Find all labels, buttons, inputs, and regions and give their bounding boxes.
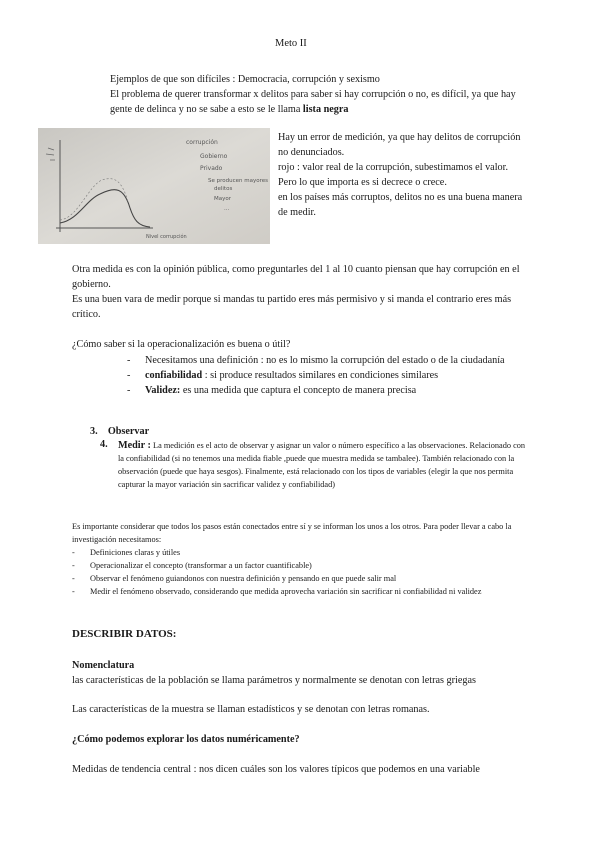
- criteria-text: Necesitamos una definición : no es lo mismo la corrupción del estado o de la ciudadanía: [145, 355, 505, 366]
- requirements-list: [72, 546, 527, 598]
- lista-negra-term: lista negra: [302, 104, 349, 115]
- opinion-para-1: Otra medida es con la opinión pública, como preguntarles del 1 al 10 cuanto piensan que hay corrupción en el gobierno.: [72, 264, 520, 290]
- explorar-question: [72, 732, 532, 747]
- nomenclatura-title-text: Nomenclatura: [72, 660, 135, 671]
- sketch-label-1: corrupción: [186, 139, 218, 146]
- explorar-question-text: ¿Cómo podemos explorar los datos numéricamente?: [72, 734, 300, 745]
- investigacion-section: [72, 520, 527, 598]
- paper-background: [38, 128, 270, 244]
- list-item: [127, 368, 522, 383]
- note-line: rojo : valor real de la corrupción, subestimamos el valor.: [278, 162, 508, 173]
- sketch-label-6: Mayor: [214, 196, 231, 202]
- operacionalizacion-section: [72, 337, 522, 398]
- list-item: - Observar el fenómeno guiandonos con nuestra definición y pensando en que puede salir mal: [72, 572, 527, 585]
- opinion-paragraphs: [72, 262, 522, 322]
- investigacion-intro: Es importante considerar que todos los pasos están conectados entre sí y se informan los unos a los otros. Para poder llevar a cabo la investigación necesitamos:: [72, 522, 512, 544]
- step-4: [100, 439, 528, 491]
- criteria-bold: Validez:: [145, 385, 181, 396]
- tendencia-paragraph: Medidas de tendencia central : nos dicen cuáles son los valores típicos que podemos en una variable: [72, 764, 480, 775]
- operacionalizacion-question: ¿Cómo saber si la operacionalización es buena o útil?: [72, 339, 291, 350]
- estadisticos-paragraph: Las características de la muestra se llaman estadísticos y se denotan con letras romanas.: [72, 704, 430, 715]
- step-3-label: Observar: [107, 426, 150, 437]
- sketch-axis-label: Nivel corrupción: [146, 234, 187, 240]
- sketch-label-2: Gobierno: [200, 153, 228, 160]
- criteria-text: : si produce resultados similares en condiciones similares: [202, 370, 439, 381]
- step-4-number: 4.: [100, 439, 108, 450]
- sketch-graphic: [38, 128, 270, 244]
- step-3: [90, 424, 149, 439]
- criteria-bold: confiabilidad: [145, 370, 203, 381]
- sketch-label-4: Se producen mayores: [208, 178, 268, 184]
- note-line: Pero lo que importa es si decrece o crece.: [278, 177, 447, 188]
- nomenclatura-block: [72, 658, 532, 688]
- criteria-list: [127, 353, 522, 398]
- sketch-label-3: Privado: [200, 165, 223, 172]
- note-line: en los países más corruptos, delitos no es una buena manera de medir.: [278, 192, 523, 218]
- handwritten-sketch-image: [38, 128, 270, 244]
- section-heading: DESCRIBIR DATOS:: [72, 628, 177, 640]
- sketch-label-7: ...: [224, 206, 230, 212]
- opinion-para-2: Es una buen vara de medir porque si mandas tu partido eres más permisivo y si manda el contrario eres más crítico.: [72, 294, 512, 320]
- nomenclatura-title: [72, 658, 532, 673]
- list-item: [127, 383, 522, 398]
- sketch-notes: [278, 130, 523, 220]
- intro-line-2-text: El problema de querer transformar x delitos para saber si hay corrupción o no, es difícil, ya que hay gente de delinca y no se sabe a esto se le llama: [110, 89, 516, 115]
- list-item: - Definiciones claras y útiles: [72, 546, 527, 559]
- step-4-body: [118, 439, 528, 491]
- intro-line-2: [110, 87, 530, 117]
- step-4-label: Medir :: [118, 440, 151, 451]
- note-line: Hay un error de medición, ya que hay delitos de corrupción no denunciados.: [278, 132, 521, 158]
- nomenclatura-text: las características de la población se llama parámetros y normalmente se denotan con letras griegas: [72, 675, 476, 686]
- criteria-text: es una medida que captura el concepto de manera precisa: [180, 385, 417, 396]
- intro-line-1: Ejemplos de que son difíciles : Democracia, corrupción y sexismo: [110, 74, 380, 85]
- list-item: [127, 353, 522, 368]
- intro-paragraph: [110, 72, 530, 117]
- list-item: - Operacionalizar el concepto (transformar a un factor cuantificable): [72, 559, 527, 572]
- step-4-text: La medición es el acto de observar y asignar un valor o número específico a las observaciones. Relacionado con la confiabilidad (si no tenemos una medida fiable ,puede que muestra medida se tambalee). También relacionado con la observación (puede que haya sesgos). Finalmente, está relacionado con los tipos de variables (elegir la que nos permita capturar la mayor variación sin sacrificar validez y confiabilidad): [118, 441, 526, 489]
- sketch-label-5: delitos: [214, 186, 233, 192]
- step-3-number: 3.: [90, 426, 98, 437]
- page-title: Meto II: [275, 38, 307, 49]
- list-item: - Medir el fenómeno observado, considerando que medida aprovecha variación sin sacrificar ni confiabilidad ni validez: [72, 585, 527, 598]
